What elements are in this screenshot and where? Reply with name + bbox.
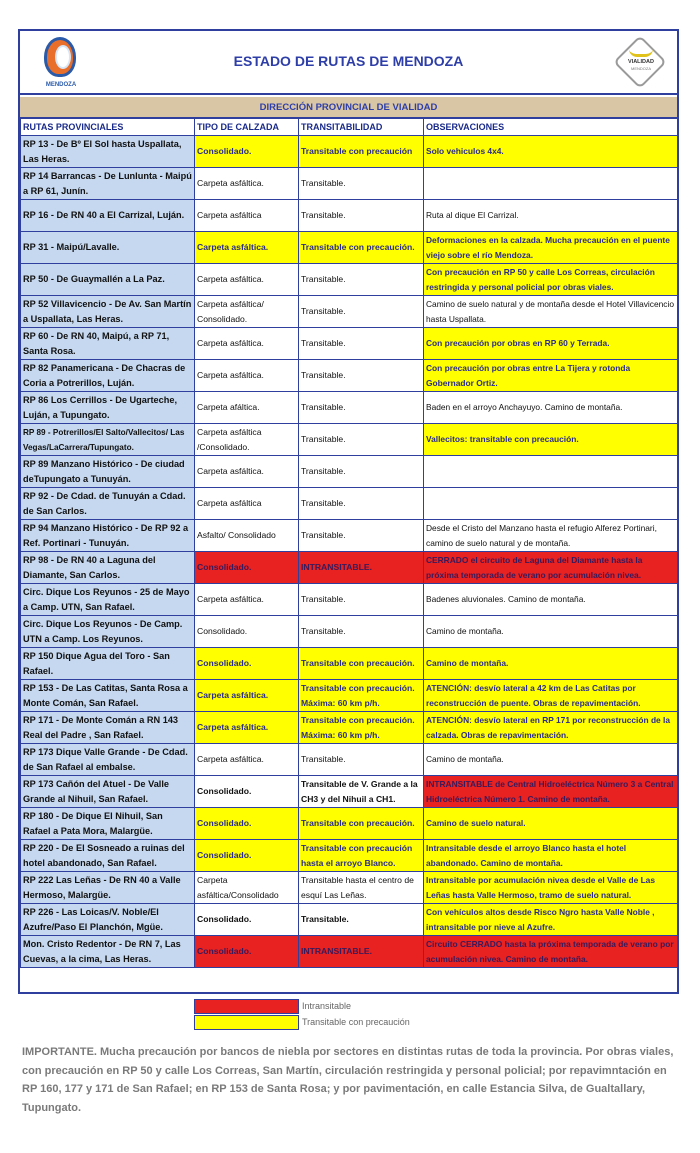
route-name-cell: RP 92 - De Cdad. de Tunuyán a Cdad. de San Carlos. (21, 488, 195, 520)
observations-cell: Desde el Cristo del Manzano hasta el refugio Alferez Portinari, camino de suelo natural y de montaña. (424, 520, 678, 552)
route-name-cell: RP 60 - De RN 40, Maipú, a RP 71, Santa Rosa. (21, 328, 195, 360)
document-frame (18, 29, 679, 994)
department-banner: DIRECCIÓN PROVINCIAL DE VIALIDAD (20, 97, 677, 118)
observations-cell: Circuito CERRADO hasta la próxima temporada de verano por acumulación nivea. Camino de montaña. (424, 936, 678, 968)
observations-cell: Con precaución en RP 50 y calle Los Correas, circulación restringida y personal policial por obras viales. (424, 264, 678, 296)
route-name-cell: RP 226 - Las Loicas/V. Noble/El Azufre/Paso El Planchón, Mgüe. (21, 904, 195, 936)
vialidad-logo-text: VIALIDAD (628, 59, 654, 65)
route-name-cell: RP 82 Panamericana - De Chacras de Coria a Potrerillos, Luján. (21, 360, 195, 392)
route-name-cell: RP 153 - De Las Catitas, Santa Rosa a Monte Comán, San Rafael. (21, 680, 195, 712)
route-name-cell: RP 16 - De RN 40 a El Carrizal, Luján. (21, 200, 195, 232)
route-name-cell: RP 50 - De Guaymallén a La Paz. (21, 264, 195, 296)
observations-cell: Solo vehiculos 4x4. (424, 136, 678, 168)
status-cell: Transitable. (299, 904, 424, 936)
status-cell: Transitable. (299, 456, 424, 488)
table-row (21, 712, 678, 744)
table-row (21, 360, 678, 392)
observations-cell: Con precaución por obras entre La Tijera y rotonda Gobernador Ortiz. (424, 360, 678, 392)
observations-cell: Con vehículos altos desde Risco Ngro hasta Valle Noble , intransitable por nieve al Azufre. (424, 904, 678, 936)
surface-cell: Consolidado. (195, 552, 299, 584)
route-name-cell: RP 14 Barrancas - De Lunlunta - Maipú a RP 61, Junín. (21, 168, 195, 200)
route-name-cell: RP 86 Los Cerrillos - De Ugarteche, Luján, a Tupungato. (21, 392, 195, 424)
observations-cell: Ruta al dique El Carrizal. (424, 200, 678, 232)
route-name-cell: RP 31 - Maipú/Lavalle. (21, 232, 195, 264)
surface-cell: Carpeta asfáltica. (195, 168, 299, 200)
important-note: IMPORTANTE. Mucha precaución por bancos de niebla por sectores en distintas rutas de toda la provincia. Por obras viales, con precaución en RP 50 y calle Los Correas, San Martín, circulación restringida y personal policial; por repavimntación en RP 160, 177 y 171 de San Rafael; en RP 153 de Santa Rosa; y por pavimentación, en calle Estancia Silva, de Gualtallary, Tupungato. (22, 1046, 674, 1114)
status-cell: Transitable. (299, 264, 424, 296)
status-cell: Transitable. (299, 424, 424, 456)
table-row (21, 264, 678, 296)
observations-cell (424, 488, 678, 520)
surface-cell: Carpeta asfáltica (195, 488, 299, 520)
table-row (21, 552, 678, 584)
surface-cell: Consolidado. (195, 936, 299, 968)
legend (194, 999, 474, 1032)
table-row (21, 904, 678, 936)
status-cell: Transitable. (299, 360, 424, 392)
route-name-cell: RP 94 Manzano Histórico - De RP 92 a Ref. Portinari - Tunuyán. (21, 520, 195, 552)
page-title: ESTADO DE RUTAS DE MENDOZA (233, 53, 464, 69)
surface-cell: Consolidado. (195, 808, 299, 840)
table-row (21, 328, 678, 360)
table-row (21, 808, 678, 840)
status-cell: Transitable. (299, 488, 424, 520)
status-cell: Transitable. (299, 584, 424, 616)
legend-swatch-intransitable (194, 999, 299, 1014)
table-row (21, 776, 678, 808)
surface-cell: Consolidado. (195, 616, 299, 648)
table-row (21, 840, 678, 872)
status-cell: INTRANSITABLE. (299, 936, 424, 968)
status-cell: Transitable. (299, 744, 424, 776)
header-routes: RUTAS PROVINCIALES (21, 119, 195, 136)
status-cell: Transitable. (299, 168, 424, 200)
observations-cell: Con precaución por obras en RP 60 y Terrada. (424, 328, 678, 360)
surface-cell: Consolidado. (195, 904, 299, 936)
surface-cell: Carpeta asfáltica. (195, 264, 299, 296)
header-surface: TIPO DE CALZADA (195, 119, 299, 136)
observations-cell: Baden en el arroyo Anchayuyo. Camino de montaña. (424, 392, 678, 424)
table-row (21, 136, 678, 168)
table-row (21, 200, 678, 232)
table-row (21, 456, 678, 488)
status-cell: Transitable con precaución. (299, 232, 424, 264)
status-cell: INTRANSITABLE. (299, 552, 424, 584)
route-name-cell: RP 173 Dique Valle Grande - De Cdad. de San Rafael al embalse. (21, 744, 195, 776)
table-row (21, 936, 678, 968)
legend-swatch-precaution (194, 1015, 299, 1030)
status-cell: Transitable. (299, 616, 424, 648)
legend-label-intransitable: Intransitable (302, 1001, 352, 1011)
header-status: TRANSITABILIDAD (299, 119, 424, 136)
routes-table (20, 118, 678, 968)
status-cell: Transitable con precaución. Máxima: 60 km p/h. (299, 680, 424, 712)
status-cell: Transitable con precaución. (299, 648, 424, 680)
observations-cell: Vallecitos: transitable con precaución. (424, 424, 678, 456)
observations-cell: Deformaciones en la calzada. Mucha precaución en el puente viejo sobre el río Mendoza. (424, 232, 678, 264)
vialidad-logo (615, 37, 667, 89)
observations-cell (424, 456, 678, 488)
mendoza-logo-text: MENDOZA (45, 82, 77, 88)
table-row (21, 488, 678, 520)
table-row (21, 744, 678, 776)
route-name-cell: RP 89 - Potrerillos/El Salto/Vallecitos/ Las Vegas/LaCarrera/Tupungato. (21, 424, 195, 456)
table-row (21, 584, 678, 616)
surface-cell: Carpeta asfáltica. (195, 232, 299, 264)
surface-cell: Carpeta asfáltica. (195, 456, 299, 488)
table-row (21, 232, 678, 264)
status-cell: Transitable. (299, 392, 424, 424)
status-cell: Transitable con precaución. Máxima: 60 km p/h. (299, 712, 424, 744)
route-name-cell: RP 150 Dique Agua del Toro - San Rafael. (21, 648, 195, 680)
observations-cell: ATENCIÓN: desvío lateral en RP 171 por reconstrucción de la calzada. Obras de repavimentación. (424, 712, 678, 744)
surface-cell: Consolidado. (195, 840, 299, 872)
table-row (21, 872, 678, 904)
observations-cell: Camino de montaña. (424, 648, 678, 680)
status-cell: Transitable con precaución. (299, 808, 424, 840)
vialidad-mark-icon (629, 47, 653, 57)
surface-cell: Carpeta asfáltica. (195, 744, 299, 776)
table-row (21, 520, 678, 552)
table-row (21, 648, 678, 680)
route-name-cell: RP 180 - De Dique El Nihuil, San Rafael a Pata Mora, Malargüe. (21, 808, 195, 840)
surface-cell: Carpeta asfáltica. (195, 328, 299, 360)
surface-cell: Carpeta asfáltica/ Consolidado. (195, 296, 299, 328)
route-name-cell: RP 52 Villavicencio - De Av. San Martín a Uspallata, Las Heras. (21, 296, 195, 328)
route-name-cell: Circ. Dique Los Reyunos - De Camp. UTN a Camp. Los Reyunos. (21, 616, 195, 648)
table-row (21, 296, 678, 328)
observations-cell: Intransitable por acumulación nivea desde el Valle de Las Leñas hasta Valle Hermoso, tramo de suelo natural. (424, 872, 678, 904)
route-name-cell: RP 173 Cañón del Atuel - De Valle Grande al Nihuil, San Rafael. (21, 776, 195, 808)
route-name-cell: Mon. Cristo Redentor - De RN 7, Las Cuevas, a la cima, Las Heras. (21, 936, 195, 968)
observations-cell: ATENCIÓN: desvío lateral a 42 km de Las Catitas por reconstrucción de puente. Obras de repavimentación. (424, 680, 678, 712)
route-name-cell: RP 171 - De Monte Comán a RN 143 Real del Padre , San Rafael. (21, 712, 195, 744)
observations-cell: Intransitable desde el arroyo Blanco hasta el hotel abandonado. Camino de montaña. (424, 840, 678, 872)
observations-cell: INTRANSITABLE de Central Hidroeléctrica Número 3 a Central Hidroeléctrica Número 1. Camino de montaña. (424, 776, 678, 808)
route-name-cell: Circ. Dique Los Reyunos - 25 de Mayo a Camp. UTN, San Rafael. (21, 584, 195, 616)
legend-label-precaution: Transitable con precaución (302, 1017, 410, 1027)
status-cell: Transitable. (299, 328, 424, 360)
status-cell: Transitable. (299, 520, 424, 552)
status-cell: Transitable. (299, 200, 424, 232)
table-row (21, 680, 678, 712)
status-cell: Transitable de V. Grande a la CH3 y del Nihuil a CH1. (299, 776, 424, 808)
surface-cell: Carpeta asfáltica (195, 200, 299, 232)
observations-cell: Badenes aluvionales. Camino de montaña. (424, 584, 678, 616)
header-observations: OBSERVACIONES (424, 119, 678, 136)
status-cell: Transitable con precaución (299, 136, 424, 168)
observations-cell: Camino de suelo natural. (424, 808, 678, 840)
observations-cell: Camino de montaña. (424, 744, 678, 776)
surface-cell: Carpeta asfáltica. (195, 712, 299, 744)
table-row (21, 168, 678, 200)
status-cell: Transitable. (299, 296, 424, 328)
observations-cell: Camino de suelo natural y de montaña desde el Hotel Villavicencio hasta Uspallata. (424, 296, 678, 328)
table-row (21, 392, 678, 424)
route-name-cell: RP 89 Manzano Histórico - De ciudad deTupungato a Tunuyán. (21, 456, 195, 488)
status-cell: Transitable con precaución hasta el arroyo Blanco. (299, 840, 424, 872)
surface-cell: Carpeta asfáltica/Consolidado (195, 872, 299, 904)
surface-cell: Carpeta afáltica. (195, 392, 299, 424)
header (20, 31, 677, 95)
surface-cell: Consolidado. (195, 136, 299, 168)
table-row (21, 616, 678, 648)
surface-cell: Carpeta asfáltica /Consolidado. (195, 424, 299, 456)
status-cell: Transitable hasta el centro de esquí Las Leñas. (299, 872, 424, 904)
table-row (21, 424, 678, 456)
observations-cell (424, 168, 678, 200)
route-name-cell: RP 98 - De RN 40 a Laguna del Diamante, San Carlos. (21, 552, 195, 584)
route-name-cell: RP 13 - De Bº El Sol hasta Uspallata, Las Heras. (21, 136, 195, 168)
vialidad-logo-subtext: MENDOZA (631, 66, 651, 71)
surface-cell: Carpeta asfáltica. (195, 680, 299, 712)
surface-cell: Asfalto/ Consolidado (195, 520, 299, 552)
route-name-cell: RP 220 - De El Sosneado a ruinas del hotel abandonado, San Rafael. (21, 840, 195, 872)
surface-cell: Consolidado. (195, 776, 299, 808)
observations-cell: CERRADO el circuito de Laguna del Diamante hasta la próxima temporada de verano por acumulación nivea. (424, 552, 678, 584)
surface-cell: Carpeta asfáltica. (195, 584, 299, 616)
table-header-row (21, 119, 678, 136)
observations-cell: Camino de montaña. (424, 616, 678, 648)
surface-cell: Carpeta asfáltica. (195, 360, 299, 392)
surface-cell: Consolidado. (195, 648, 299, 680)
route-name-cell: RP 222 Las Leñas - De RN 40 a Valle Hermoso, Malargüe. (21, 872, 195, 904)
